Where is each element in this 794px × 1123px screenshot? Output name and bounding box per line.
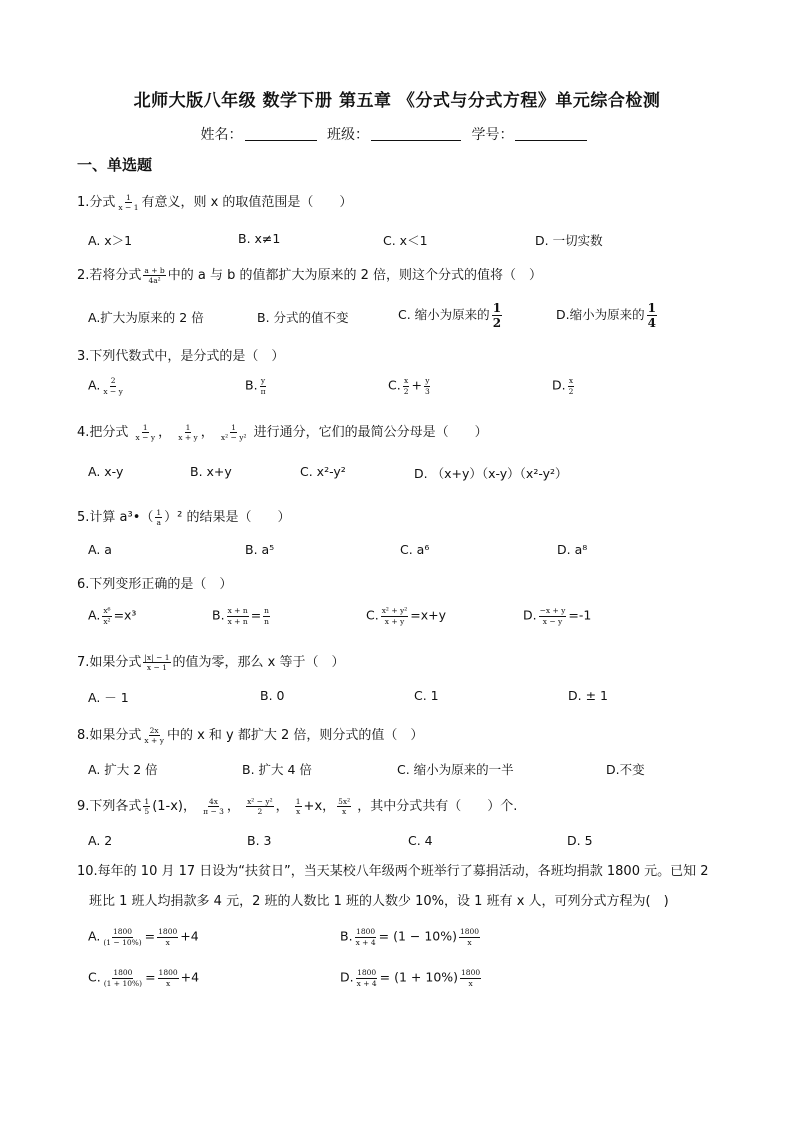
question-7: 7.如果分式 $\frac{|x| - 1}{x - 1}$ 的值为零，那么 x 等于（ ）: [77, 652, 345, 672]
class-blank[interactable]: [371, 126, 461, 141]
fraction: $\frac{1}{x - 1}$: [118, 192, 139, 212]
name-label: 姓名：: [200, 127, 243, 143]
fraction: $\frac{2}{x - y}$: [103, 376, 123, 396]
q5-option-b[interactable]: B. a⁵: [245, 542, 275, 557]
fraction: $\frac{\text{x² + y²}}{x + y}$: [381, 606, 408, 626]
q3-option-a[interactable]: A. $\frac{2}{x - y}$: [88, 376, 123, 396]
fraction: $\frac{x}{2}$: [403, 376, 409, 396]
fraction: $\frac{4x}{\pi - 3}$: [203, 796, 224, 816]
q3-option-b[interactable]: B. $\frac{y}{\pi}$: [245, 376, 266, 396]
q5-option-c[interactable]: C. a⁶: [400, 542, 430, 557]
q1-option-a[interactable]: A. x＞1: [88, 233, 133, 248]
fraction: $\frac{2x}{x + y}$: [144, 725, 164, 745]
class-label: 班级：: [327, 127, 369, 143]
q8-option-a[interactable]: A. 扩大 2 倍: [88, 762, 158, 777]
fraction: $\frac{y}{\pi}$: [260, 376, 266, 396]
q9-option-c[interactable]: C. 4: [408, 833, 433, 848]
number-label: 学号：: [471, 127, 514, 143]
fraction: $\frac{|x| - 1}{x - 1}$: [144, 652, 170, 672]
q8-option-d[interactable]: D.不变: [606, 762, 645, 777]
q10-option-c[interactable]: C. $\frac{1800}{(1 + 10\%)}$ = $\frac{1800}{x}$ +4: [88, 968, 200, 988]
q3-option-d[interactable]: D. $\frac{x}{2}$: [552, 376, 574, 396]
question-9: 9.下列各式 $\frac{1}{5}$ (1-x)， $\frac{4x}{\pi - 3}$ ， $\frac{\text{x² − y²}}{2}$ ， $\frac{1}{x}$ +x， $\frac{\text{5x²}}{x}$ ，其中分式共有（ ）个.: [77, 796, 518, 816]
fraction: $\frac{x}{2}$: [568, 376, 574, 396]
q5-option-a[interactable]: A. a: [88, 542, 112, 557]
fraction: $\frac{-x + y}{x - y}$: [539, 606, 566, 626]
q2-option-b[interactable]: B. 分式的值不变: [257, 310, 349, 325]
question-3: 3.下列代数式中，是分式的是（ ）: [77, 349, 285, 364]
question-1: 1.分式 $\frac{1}{x - 1}$ 有意义，则 x 的取值范围是（ ）: [77, 192, 353, 212]
q2-option-d[interactable]: D.缩小为原来的 $\frac{1}{4}$: [556, 301, 656, 330]
fraction: $\frac{1800}{(1 + 10\%)}$: [103, 968, 143, 988]
question-8: 8.如果分式 $\frac{2x}{x + y}$ 中的 x 和 y 都扩大 2 倍，则分式的值（ ）: [77, 725, 424, 745]
fraction: $\frac{1800}{x + 4}$: [356, 968, 377, 988]
number-blank[interactable]: [515, 126, 587, 141]
q6-option-a[interactable]: A. $\frac{\text{x⁶}}{\text{x²}}$ =x³: [88, 606, 137, 626]
q6-option-b[interactable]: B. $\frac{x + n}{x + n}$ = $\frac{n}{n}$: [212, 606, 270, 626]
q9-option-d[interactable]: D. 5: [567, 833, 593, 848]
q2-option-a[interactable]: A.扩大为原来的 2 倍: [88, 310, 204, 325]
question-2: 2.若将分式 $\frac{a + b}{\text{4a²}}$ 中的 a 与 b 的值都扩大为原来的 2 倍，则这个分式的值将（ ）: [77, 265, 543, 285]
fraction: $\frac{1}{x}$: [295, 796, 301, 816]
q4-option-a[interactable]: A. x-y: [88, 464, 124, 479]
q4-option-d[interactable]: D. （x+y）（x-y）（x²-y²）: [414, 466, 568, 481]
fraction: $\frac{a + b}{\text{4a²}}$: [144, 265, 165, 285]
fraction: $\frac{y}{3}$: [424, 376, 430, 396]
q10-line-2: 班比 1 班人均捐款多 4 元，2 班的人数比 1 班的人数少 10%，设 1 班有 x 人，可列分式方程为( ): [89, 893, 669, 909]
q7-option-a[interactable]: A. － 1: [88, 690, 129, 705]
fraction: $\frac{1}{2}$: [492, 301, 502, 330]
q6-option-d[interactable]: D. $\frac{-x + y}{x - y}$ =-1: [523, 606, 592, 626]
fraction: $\frac{1800}{x}$: [459, 927, 480, 947]
question-6: 6.下列变形正确的是（ ）: [77, 577, 233, 592]
question-4: 4.把分式 $\frac{1}{x - y}$ ， $\frac{1}{x + y}$ ， $\frac{1}{\text{x² − y²}}$ 进行通分，它们的最简公分母是（ ）: [77, 422, 488, 442]
fraction: $\frac{\text{x⁶}}{\text{x²}}$: [103, 606, 111, 626]
fraction: $\frac{1800}{x}$: [158, 968, 178, 988]
question-5: 5.计算 a³•（ $\frac{1}{a}$ ）² 的结果是（ ）: [77, 507, 291, 527]
fraction: $\frac{1}{x + y}$: [178, 422, 198, 442]
q4-option-b[interactable]: B. x+y: [190, 464, 232, 479]
q6-option-c[interactable]: C. $\frac{\text{x² + y²}}{x + y}$ =x+y: [366, 606, 446, 626]
student-info: [0, 124, 794, 144]
fraction: $\frac{x + n}{x + n}$: [227, 606, 248, 626]
fraction: $\frac{\text{5x²}}{x}$: [338, 796, 351, 816]
fraction: $\frac{\text{x² − y²}}{2}$: [247, 796, 273, 816]
q7-option-d[interactable]: D. ± 1: [568, 688, 608, 703]
section-title: 一、单选题: [77, 156, 153, 174]
fraction: $\frac{1}{a}$: [156, 507, 162, 527]
fraction: $\frac{1}{\text{x² − y²}}$: [220, 422, 247, 442]
q3-option-c[interactable]: C. $\frac{x}{2}$ + $\frac{y}{3}$: [388, 376, 430, 396]
q10-option-d[interactable]: D. $\frac{1800}{x + 4}$ = (1 + 10%) $\frac{1800}{x}$: [340, 968, 481, 988]
name-blank[interactable]: [245, 126, 317, 141]
fraction: $\frac{1800}{(1 - 10\%)}$: [103, 927, 142, 947]
q10-option-b[interactable]: B. $\frac{1800}{x + 4}$ = (1 − 10%) $\frac{1800}{x}$: [340, 927, 480, 947]
fraction: $\frac{1800}{x}$: [461, 968, 481, 988]
q1-option-b[interactable]: B. x≠1: [238, 231, 281, 246]
q5-option-d[interactable]: D. a⁸: [557, 542, 588, 557]
fraction: $\frac{1}{4}$: [647, 301, 656, 330]
question-10: [77, 863, 727, 910]
q1-option-c[interactable]: C. x＜1: [383, 233, 428, 248]
q1-option-d[interactable]: D. 一切实数: [535, 233, 603, 248]
fraction: $\frac{1800}{x}$: [158, 927, 178, 947]
q7-option-b[interactable]: B. 0: [260, 688, 285, 703]
q9-option-a[interactable]: A. 2: [88, 833, 113, 848]
fraction: $\frac{1800}{x + 4}$: [355, 927, 376, 947]
q10-option-a[interactable]: A. $\frac{1800}{(1 - 10\%)}$ = $\frac{1800}{x}$ +4: [88, 927, 199, 947]
fraction: $\frac{n}{n}$: [264, 606, 270, 626]
q9-option-b[interactable]: B. 3: [247, 833, 272, 848]
q7-option-c[interactable]: C. 1: [414, 688, 439, 703]
fraction: $\frac{1}{x - y}$: [135, 422, 156, 442]
page-title: 北师大版八年级 数学下册 第五章 《分式与分式方程》单元综合检测: [133, 91, 661, 111]
q8-option-b[interactable]: B. 扩大 4 倍: [242, 762, 312, 777]
q10-line-1: 10.每年的 10 月 17 日设为“扶贫日”，当天某校八年级两个班举行了募捐活动，各班均捐款 1800 元。已知 2: [77, 864, 709, 879]
fraction: $\frac{1}{5}$: [144, 796, 150, 816]
q4-option-c[interactable]: C. x²-y²: [300, 464, 346, 479]
q2-option-c[interactable]: C. 缩小为原来的 $\frac{1}{2}$: [398, 301, 502, 330]
q8-option-c[interactable]: C. 缩小为原来的一半: [397, 762, 514, 777]
